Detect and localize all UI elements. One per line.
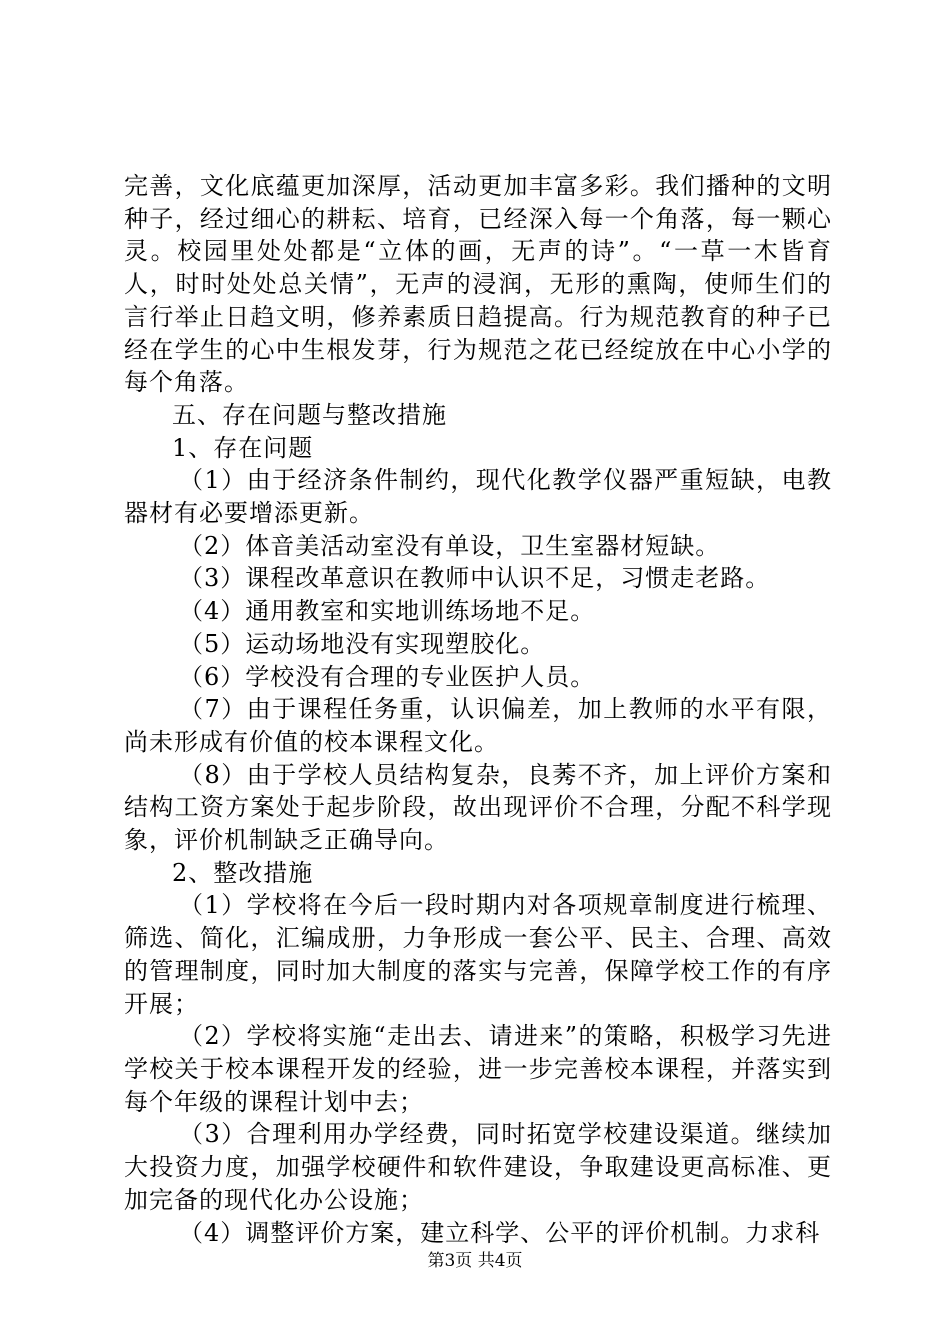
list-item: （7）由于课程任务重，认识偏差，加上教师的水平有限，尚未形成有价值的校本课程文化。 bbox=[124, 695, 832, 756]
subsection-heading: 2、整改措施 bbox=[172, 858, 314, 887]
list-item: （6）学校没有合理的专业医护人员。 bbox=[179, 662, 596, 691]
list-item: （2）学校将实施“走出去、请进来”的策略，积极学习先进学校关于校本课程开发的经验，进一步完善校本课程，并落实到每个年级的课程计划中去； bbox=[124, 1022, 832, 1116]
list-item: （4）通用教室和实地训练场地不足。 bbox=[179, 597, 596, 626]
list-item: （3）课程改革意识在教师中认识不足，习惯走老路。 bbox=[179, 564, 771, 593]
list-item: （8）由于学校人员结构复杂，良莠不齐，加上评价方案和结构工资方案处于起步阶段，故出现评价不合理，分配不科学现象，评价机制缺乏正确导向。 bbox=[124, 760, 832, 855]
section-heading: 五、存在问题与整改措施 bbox=[172, 400, 447, 429]
list-item: （4）调整评价方案，建立科学、公平的评价机制。力求科 bbox=[179, 1218, 821, 1247]
list-item: （3）合理利用办学经费，同时拓宽学校建设渠道。继续加大投资力度，加强学校硬件和软件建设，争取建设更高标准、更加完备的现代化办公设施； bbox=[124, 1120, 832, 1214]
subsection-heading: 1、存在问题 bbox=[172, 433, 314, 462]
page-number: 第3页 共4页 bbox=[427, 1251, 523, 1271]
list-item: （2）体音美活动室没有单设，卫生室器材短缺。 bbox=[179, 531, 721, 560]
list-item: （5）运动场地没有实现塑胶化。 bbox=[179, 629, 546, 658]
document-body bbox=[124, 170, 832, 1249]
list-item: （1）由于经济条件制约，现代化教学仪器严重短缺，电教器材有必要增添更新。 bbox=[124, 466, 832, 528]
paragraph: 完善，文化底蕴更加深厚，活动更加丰富多彩。我们播种的文明种子，经过细心的耕耘、培育，已经深入每一个角落，每一颗心灵。校园里处处都是“立体的画，无声的诗”。“一草一木皆育人，时时处处总关情”，无声的浸润，无形的熏陶，使师生们的言行举止日趋文明，修养素质日趋提高。行为规范教育的种子已经在学生的心中生根发芽，行为规范之花已经绽放在中心小学的每个角落。 bbox=[124, 172, 832, 397]
list-item: （1）学校将在今后一段时期内对各项规章制度进行梳理、筛选、简化，汇编成册，力争形成一套公平、民主、合理、高效的管理制度，同时加大制度的落实与完善，保障学校工作的有序开展； bbox=[124, 891, 832, 1018]
